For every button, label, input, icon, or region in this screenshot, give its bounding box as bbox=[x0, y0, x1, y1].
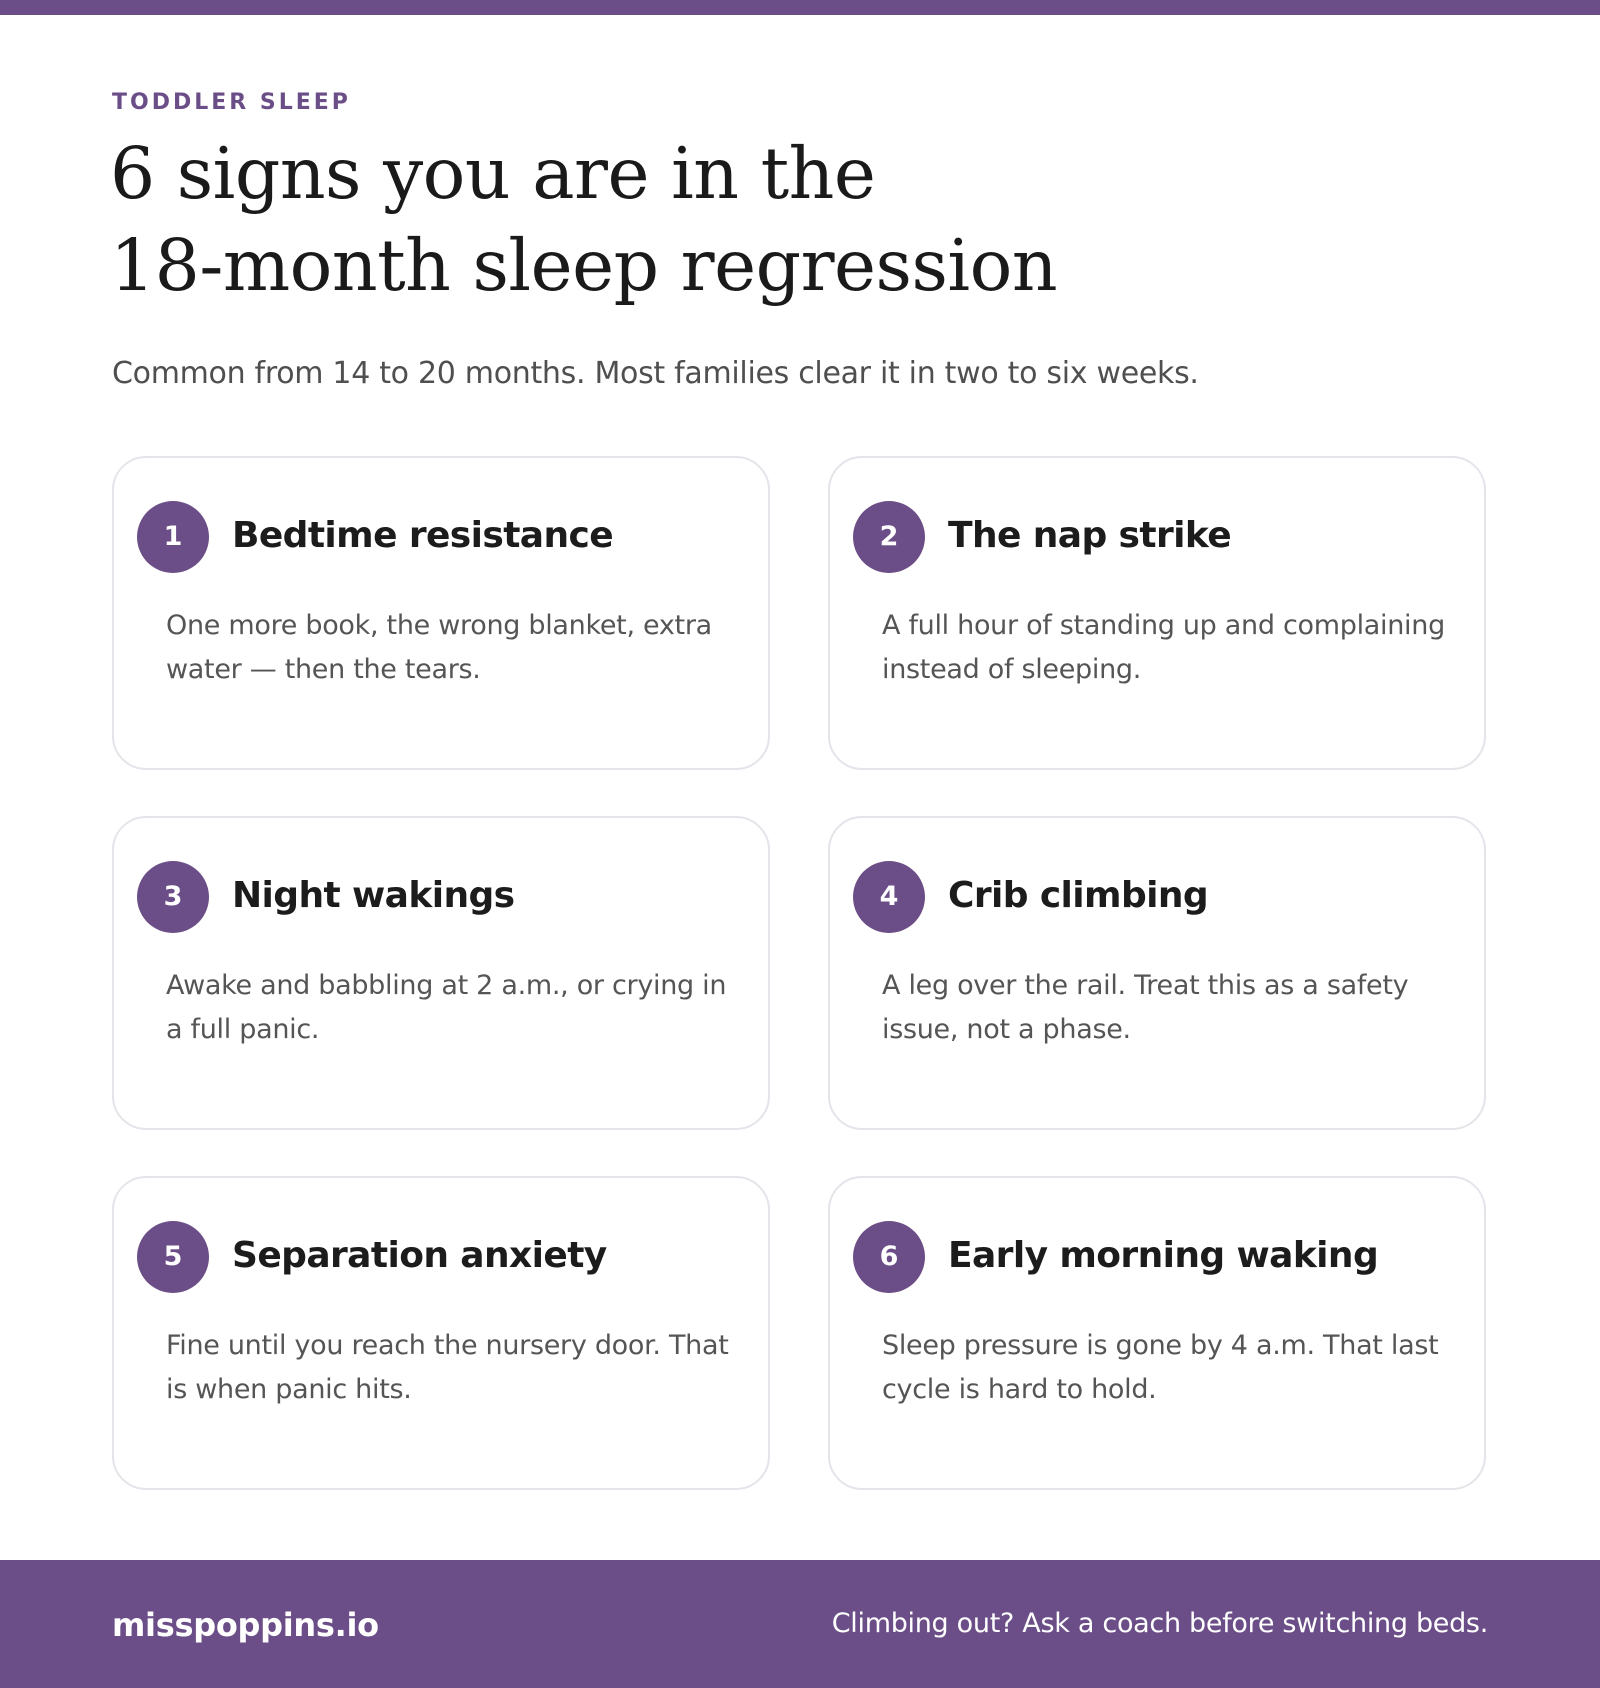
footer-bar bbox=[0, 1560, 1600, 1688]
sign-title: Bedtime resistance bbox=[232, 515, 614, 556]
page-title-line-1: 6 signs you are in the bbox=[110, 132, 876, 215]
sign-number-badge: 1 bbox=[137, 501, 209, 573]
sign-title: The nap strike bbox=[948, 515, 1232, 556]
sign-card-1 bbox=[112, 456, 770, 770]
sign-title: Night wakings bbox=[232, 875, 515, 916]
sign-description: Awake and babbling at 2 a.m., or crying in a full panic. bbox=[166, 970, 727, 1045]
sign-description: A full hour of standing up and complaining instead of sleeping. bbox=[882, 610, 1445, 685]
sign-number-badge: 6 bbox=[853, 1221, 925, 1293]
sign-description: One more book, the wrong blanket, extra water — then the tears. bbox=[166, 610, 712, 685]
sign-number-badge: 5 bbox=[137, 1221, 209, 1293]
sign-description: A leg over the rail. Treat this as a safety issue, not a phase. bbox=[882, 970, 1409, 1045]
eyebrow-label: TODDLER SLEEP bbox=[112, 90, 351, 115]
sign-title: Crib climbing bbox=[948, 875, 1209, 916]
sign-number-badge: 3 bbox=[137, 861, 209, 933]
sign-card-6 bbox=[828, 1176, 1486, 1490]
sign-description: Sleep pressure is gone by 4 a.m. That last cycle is hard to hold. bbox=[882, 1330, 1439, 1405]
page-title bbox=[110, 128, 1210, 312]
sign-title: Separation anxiety bbox=[232, 1235, 607, 1276]
page-subtitle: Common from 14 to 20 months. Most families clear it in two to six weeks. bbox=[112, 356, 1199, 391]
sign-card-2 bbox=[828, 456, 1486, 770]
sign-card-4 bbox=[828, 816, 1486, 1130]
footer-brand-link[interactable]: misspoppins.io bbox=[112, 1606, 379, 1644]
sign-description: Fine until you reach the nursery door. That is when panic hits. bbox=[166, 1330, 729, 1405]
top-accent-bar bbox=[0, 0, 1600, 15]
sign-number-badge: 4 bbox=[853, 861, 925, 933]
footer-cta-text: Climbing out? Ask a coach before switching beds. bbox=[831, 1608, 1488, 1639]
sign-card-3 bbox=[112, 816, 770, 1130]
sign-title: Early morning waking bbox=[948, 1235, 1379, 1276]
page-title-line-2: 18-month sleep regression bbox=[110, 224, 1058, 307]
sign-card-5 bbox=[112, 1176, 770, 1490]
sign-number-badge: 2 bbox=[853, 501, 925, 573]
